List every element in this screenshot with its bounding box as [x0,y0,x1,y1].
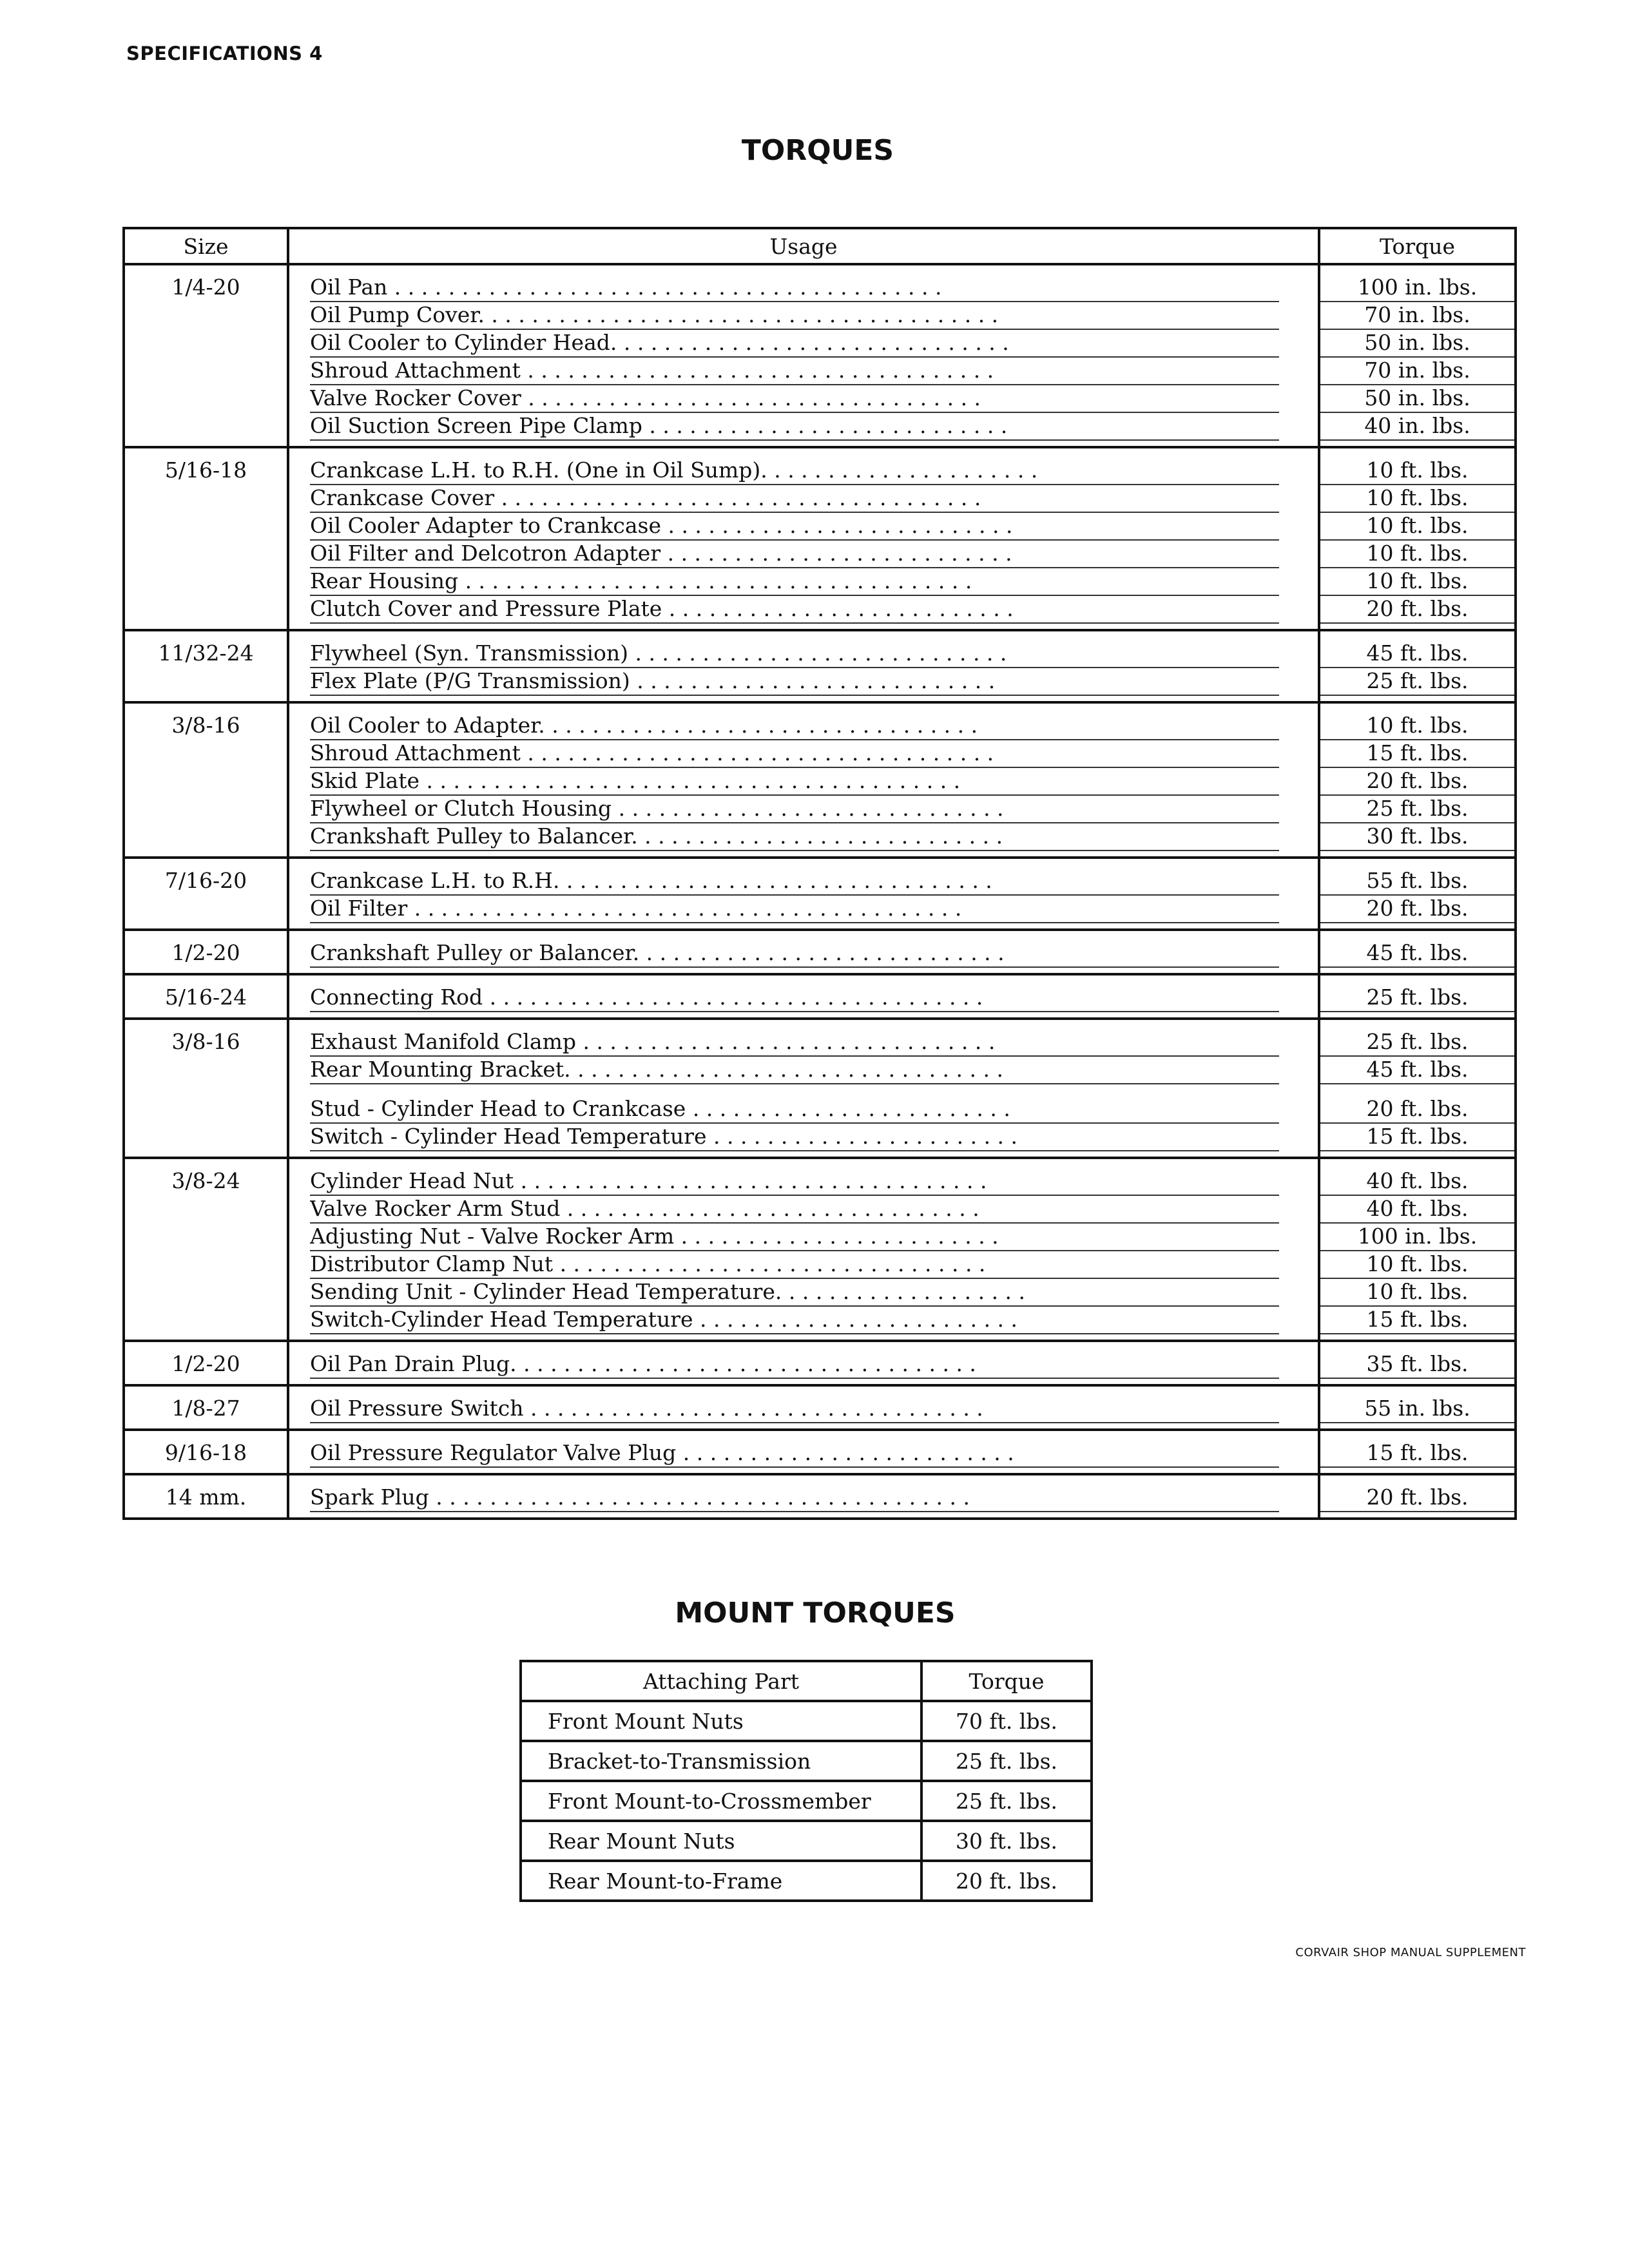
torque-value: 15 ft. lbs. [1320,1124,1514,1151]
mount-table-body [521,1701,1092,1901]
torque-cell [1319,264,1516,447]
torque-value: 10 ft. lbs. [1320,541,1514,568]
usage-entry: Skid Plate . . . . . . . . . . . . . . . . . . . . . . . . . . . . . . . . . . . . . . . . [310,768,1279,796]
usage-entry: Switch-Cylinder Head Temperature . . . . . . . . . . . . . . . . . . . . . . . . [310,1307,1279,1334]
usage-cell [288,447,1319,630]
usage-entry: Oil Cooler to Cylinder Head. . . . . . . . . . . . . . . . . . . . . . . . . . . . . . [310,330,1279,358]
attaching-part-cell: Front Mount Nuts [521,1701,921,1741]
size-cell: 14 mm. [124,1474,288,1519]
usage-cell [288,1385,1319,1430]
usage-entry: Oil Pan Drain Plug. . . . . . . . . . . . . . . . . . . . . . . . . . . . . . . . . . . [310,1351,1279,1379]
torques-table-body [124,264,1516,1519]
torque-cell [1319,930,1516,974]
usage-cell [288,264,1319,447]
torque-group-row [124,1341,1516,1385]
mount-torque-column-header: Torque [921,1661,1092,1701]
usage-cell [288,974,1319,1019]
mount-torques-table [519,1660,1093,1902]
torque-value: 10 ft. lbs. [1320,713,1514,740]
size-cell: 5/16-24 [124,974,288,1019]
size-cell: 7/16-20 [124,858,288,930]
size-cell: 9/16-18 [124,1430,288,1474]
size-cell: 5/16-18 [124,447,288,630]
torques-title: TORQUES [741,134,894,167]
torque-value: 10 ft. lbs. [1320,513,1514,541]
torque-cell [1319,1474,1516,1519]
torque-cell [1319,702,1516,858]
usage-entry: Clutch Cover and Pressure Plate . . . . . . . . . . . . . . . . . . . . . . . . . . [310,596,1279,624]
torque-value: 10 ft. lbs. [1320,1251,1514,1279]
torque-group-row [124,702,1516,858]
usage-cell [288,930,1319,974]
attaching-part-cell: Rear Mount Nuts [521,1821,921,1861]
torque-cell [1319,447,1516,630]
torque-value: 10 ft. lbs. [1320,485,1514,513]
usage-entry: Rear Housing . . . . . . . . . . . . . . . . . . . . . . . . . . . . . . . . . . . . . . [310,568,1279,596]
size-cell: 1/4-20 [124,264,288,447]
mount-row [521,1741,1092,1781]
torques-header-row [124,228,1516,264]
size-cell: 3/8-16 [124,1019,288,1158]
usage-cell [288,858,1319,930]
usage-entry: Cylinder Head Nut . . . . . . . . . . . . . . . . . . . . . . . . . . . . . . . . . . . [310,1168,1279,1196]
torque-value: 100 in. lbs. [1320,274,1514,302]
usage-entry: Oil Filter and Delcotron Adapter . . . . . . . . . . . . . . . . . . . . . . . . . . [310,541,1279,568]
torque-cell [1319,1341,1516,1385]
torque-value: 40 in. lbs. [1320,413,1514,441]
size-cell: 1/8-27 [124,1385,288,1430]
usage-cell [288,1474,1319,1519]
torque-value: 45 ft. lbs. [1320,1057,1514,1084]
torque-value: 100 in. lbs. [1320,1224,1514,1251]
torque-value: 30 ft. lbs. [1320,823,1514,851]
attaching-part-cell: Bracket-to-Transmission [521,1741,921,1781]
torque-cell [1319,858,1516,930]
attaching-part-column-header: Attaching Part [521,1661,921,1701]
mount-row [521,1781,1092,1821]
usage-entry: Oil Pressure Switch . . . . . . . . . . . . . . . . . . . . . . . . . . . . . . . . . . [310,1396,1279,1423]
usage-entry: Stud - Cylinder Head to Crankcase . . . . . . . . . . . . . . . . . . . . . . . . [310,1096,1279,1124]
usage-entry: Distributor Clamp Nut . . . . . . . . . . . . . . . . . . . . . . . . . . . . . . . . [310,1251,1279,1279]
torque-group-row [124,1019,1516,1158]
usage-cell [288,702,1319,858]
mount-torque-cell: 25 ft. lbs. [921,1781,1092,1821]
torque-value: 55 ft. lbs. [1320,868,1514,896]
torque-value: 40 ft. lbs. [1320,1196,1514,1224]
usage-cell [288,630,1319,702]
usage-entry: Spark Plug . . . . . . . . . . . . . . . . . . . . . . . . . . . . . . . . . . . . . . . . [310,1485,1279,1512]
usage-entry: Sending Unit - Cylinder Head Temperature. . . . . . . . . . . . . . . . . . . [310,1279,1279,1307]
torque-value: 25 ft. lbs. [1320,796,1514,823]
torque-group-row [124,1385,1516,1430]
usage-entry: Oil Pump Cover. . . . . . . . . . . . . . . . . . . . . . . . . . . . . . . . . . . . . . . [310,302,1279,330]
mount-row [521,1701,1092,1741]
usage-entry: Crankcase L.H. to R.H. (One in Oil Sump). . . . . . . . . . . . . . . . . . . . . [310,457,1279,485]
size-column-header: Size [124,228,288,264]
mount-torque-cell: 70 ft. lbs. [921,1701,1092,1741]
torque-value: 45 ft. lbs. [1320,640,1514,668]
torque-value: 20 ft. lbs. [1320,1096,1514,1124]
mount-row [521,1821,1092,1861]
torque-group-row [124,974,1516,1019]
usage-entry: Adjusting Nut - Valve Rocker Arm . . . . . . . . . . . . . . . . . . . . . . . . [310,1224,1279,1251]
page-header-label: SPECIFICATIONS 4 [126,43,323,64]
torque-cell [1319,1158,1516,1341]
torque-value: 10 ft. lbs. [1320,457,1514,485]
torque-cell [1319,1430,1516,1474]
usage-entry: Flywheel or Clutch Housing . . . . . . . . . . . . . . . . . . . . . . . . . . . . . [310,796,1279,823]
mount-torque-cell: 20 ft. lbs. [921,1861,1092,1901]
torque-value: 35 ft. lbs. [1320,1351,1514,1379]
torque-value: 70 in. lbs. [1320,302,1514,330]
mount-row [521,1861,1092,1901]
usage-entry: Valve Rocker Arm Stud . . . . . . . . . . . . . . . . . . . . . . . . . . . . . . . [310,1196,1279,1224]
footer-label: CORVAIR SHOP MANUAL SUPPLEMENT [1295,1946,1526,1959]
usage-cell [288,1341,1319,1385]
usage-entry: Oil Pan . . . . . . . . . . . . . . . . . . . . . . . . . . . . . . . . . . . . . . . . . [310,274,1279,302]
torques-table [122,227,1517,1520]
usage-entry: Crankshaft Pulley or Balancer. . . . . . . . . . . . . . . . . . . . . . . . . . . . [310,940,1279,968]
size-cell: 3/8-24 [124,1158,288,1341]
mount-torque-cell: 25 ft. lbs. [921,1741,1092,1781]
mount-header-row [521,1661,1092,1701]
usage-entry: Rear Mounting Bracket. . . . . . . . . . . . . . . . . . . . . . . . . . . . . . . . . [310,1057,1279,1084]
torque-value: 20 ft. lbs. [1320,768,1514,796]
attaching-part-cell: Front Mount-to-Crossmember [521,1781,921,1821]
usage-entry: Flex Plate (P/G Transmission) . . . . . . . . . . . . . . . . . . . . . . . . . . . [310,668,1279,696]
usage-entry: Connecting Rod . . . . . . . . . . . . . . . . . . . . . . . . . . . . . . . . . . . . . [310,985,1279,1012]
torque-value: 70 in. lbs. [1320,358,1514,385]
torque-group-row [124,1474,1516,1519]
torque-value: 20 ft. lbs. [1320,596,1514,624]
usage-entry: Exhaust Manifold Clamp . . . . . . . . . . . . . . . . . . . . . . . . . . . . . . . [310,1029,1279,1057]
usage-entry: Crankcase Cover . . . . . . . . . . . . . . . . . . . . . . . . . . . . . . . . . . . . [310,485,1279,513]
size-cell: 3/8-16 [124,702,288,858]
usage-cell [288,1158,1319,1341]
usage-entry: Oil Filter . . . . . . . . . . . . . . . . . . . . . . . . . . . . . . . . . . . . . . . . . [310,896,1279,923]
usage-entry: Shroud Attachment . . . . . . . . . . . . . . . . . . . . . . . . . . . . . . . . . . . [310,740,1279,768]
usage-entry: Oil Suction Screen Pipe Clamp . . . . . . . . . . . . . . . . . . . . . . . . . . . [310,413,1279,441]
usage-entry: Crankshaft Pulley to Balancer. . . . . . . . . . . . . . . . . . . . . . . . . . . . [310,823,1279,851]
torque-value: 15 ft. lbs. [1320,740,1514,768]
torque-value: 50 in. lbs. [1320,330,1514,358]
usage-entry: Oil Cooler Adapter to Crankcase . . . . . . . . . . . . . . . . . . . . . . . . . . [310,513,1279,541]
torque-value: 25 ft. lbs. [1320,668,1514,696]
torque-value: 10 ft. lbs. [1320,1279,1514,1307]
size-cell: 1/2-20 [124,1341,288,1385]
torque-value: 20 ft. lbs. [1320,1485,1514,1512]
torque-group-row [124,858,1516,930]
torque-value: 15 ft. lbs. [1320,1307,1514,1334]
usage-entry: Oil Cooler to Adapter. . . . . . . . . . . . . . . . . . . . . . . . . . . . . . . . . [310,713,1279,740]
usage-column-header: Usage [288,228,1319,264]
usage-entry: Oil Pressure Regulator Valve Plug . . . . . . . . . . . . . . . . . . . . . . . . . [310,1440,1279,1468]
torque-value: 55 in. lbs. [1320,1396,1514,1423]
torque-cell [1319,974,1516,1019]
torque-value: 25 ft. lbs. [1320,985,1514,1012]
torque-group-row [124,264,1516,447]
torque-value: 10 ft. lbs. [1320,568,1514,596]
torque-group-row [124,930,1516,974]
usage-cell [288,1019,1319,1158]
usage-entry: Switch - Cylinder Head Temperature . . . . . . . . . . . . . . . . . . . . . . . [310,1124,1279,1151]
usage-cell [288,1430,1319,1474]
size-cell: 11/32-24 [124,630,288,702]
torque-cell [1319,630,1516,702]
torque-group-row [124,630,1516,702]
size-cell: 1/2-20 [124,930,288,974]
torque-cell [1319,1385,1516,1430]
torque-group-row [124,1158,1516,1341]
usage-entry: Valve Rocker Cover . . . . . . . . . . . . . . . . . . . . . . . . . . . . . . . . . . [310,385,1279,413]
mount-torque-cell: 30 ft. lbs. [921,1821,1092,1861]
usage-entry: Shroud Attachment . . . . . . . . . . . . . . . . . . . . . . . . . . . . . . . . . . . [310,358,1279,385]
torque-value: 15 ft. lbs. [1320,1440,1514,1468]
torque-column-header: Torque [1319,228,1516,264]
torque-value: 50 in. lbs. [1320,385,1514,413]
usage-entry: Flywheel (Syn. Transmission) . . . . . . . . . . . . . . . . . . . . . . . . . . . . [310,640,1279,668]
attaching-part-cell: Rear Mount-to-Frame [521,1861,921,1901]
mount-torques-title: MOUNT TORQUES [675,1597,956,1629]
torque-group-row [124,1430,1516,1474]
torque-value: 45 ft. lbs. [1320,940,1514,968]
torque-value: 20 ft. lbs. [1320,896,1514,923]
torque-cell [1319,1019,1516,1158]
torque-value: 25 ft. lbs. [1320,1029,1514,1057]
torque-group-row [124,447,1516,630]
torque-value: 40 ft. lbs. [1320,1168,1514,1196]
usage-entry: Crankcase L.H. to R.H. . . . . . . . . . . . . . . . . . . . . . . . . . . . . . . . . [310,868,1279,896]
